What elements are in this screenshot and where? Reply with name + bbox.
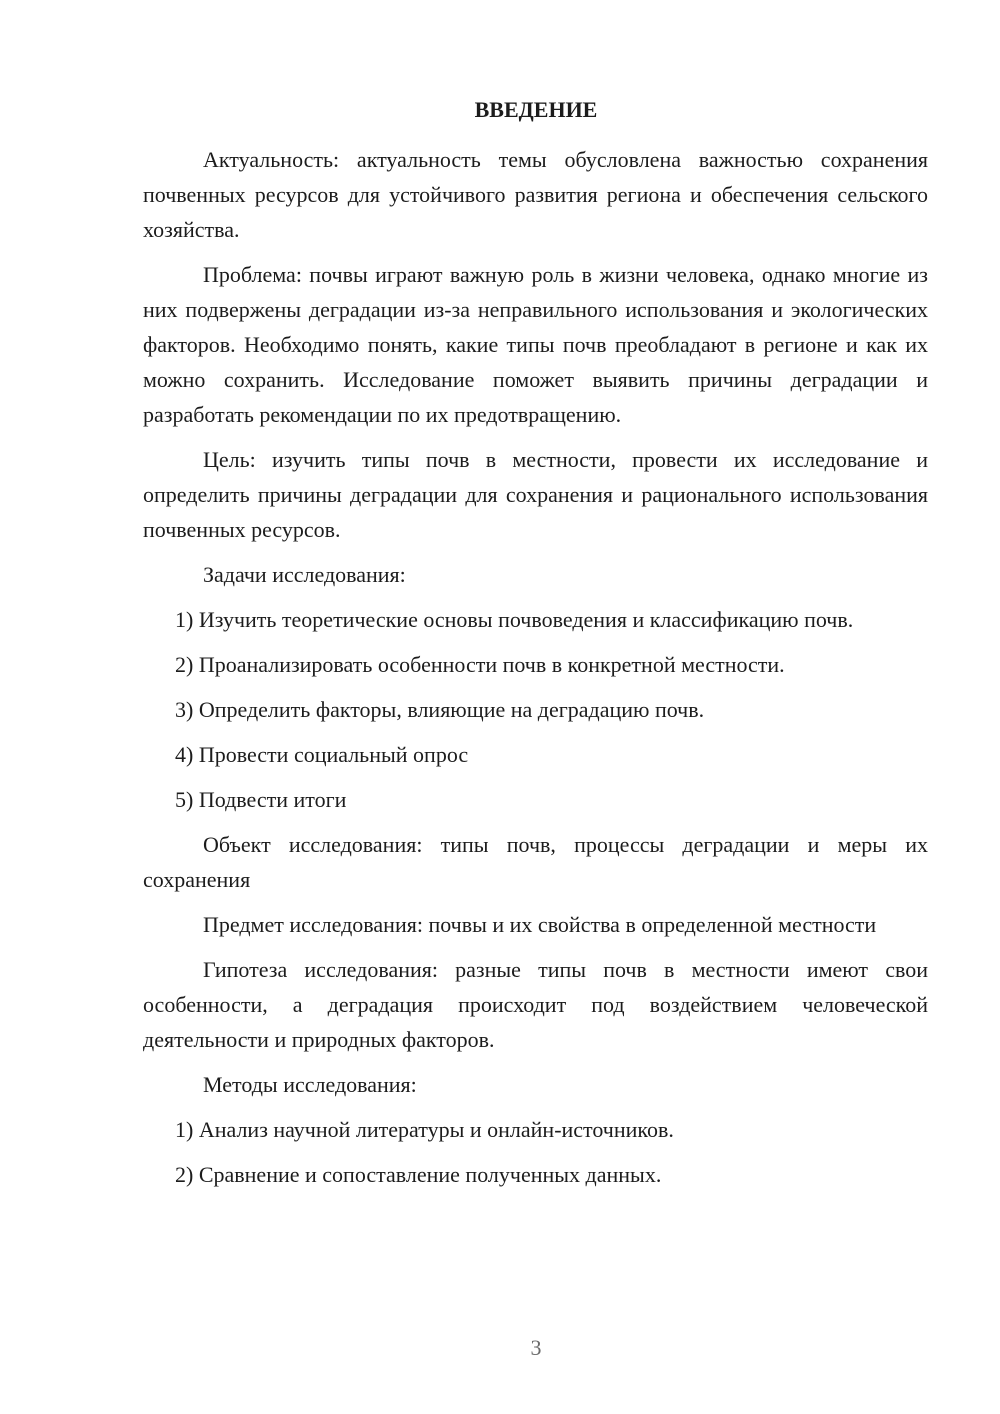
relevance-paragraph: Актуальность: актуальность темы обусловлена важностью сохранения почвенных ресурсов для устойчивого развития региона и обеспечения сельского хозяйства. bbox=[143, 147, 928, 242]
section-title: ВВЕДЕНИЕ bbox=[474, 97, 598, 122]
page-number: 3 bbox=[530, 1335, 542, 1360]
object-paragraph: Объект исследования: типы почв, процессы деградации и меры их сохранения bbox=[143, 832, 928, 892]
subject-paragraph: Предмет исследования: почвы и их свойства в определенной местности bbox=[203, 912, 877, 937]
method-item-1: 1) Анализ научной литературы и онлайн-источников. bbox=[175, 1117, 674, 1142]
problem-paragraph: Проблема: почвы играют важную роль в жизни человека, однако многие из них подвержены деградации из-за неправильного использования и экологических факторов. Необходимо понять, какие типы почв преобладают в регионе и как их можно сохранить. Исследование поможет выявить причины деградации и разработать рекомендации по их предотвращению. bbox=[143, 262, 928, 427]
task-item-2: 2) Проанализировать особенности почв в конкретной местности. bbox=[175, 652, 785, 677]
task-item-3: 3) Определить факторы, влияющие на деградацию почв. bbox=[175, 697, 705, 722]
task-item-1: 1) Изучить теоретические основы почвоведения и классификацию почв. bbox=[175, 607, 854, 632]
task-item-5: 5) Подвести итоги bbox=[175, 787, 347, 812]
task-item-4: 4) Провести социальный опрос bbox=[175, 742, 469, 767]
goal-paragraph: Цель: изучить типы почв в местности, провести их исследование и определить причины деградации для сохранения и рационального использования почвенных ресурсов. bbox=[143, 447, 928, 542]
tasks-heading: Задачи исследования: bbox=[203, 562, 406, 587]
hypothesis-paragraph: Гипотеза исследования: разные типы почв в местности имеют свои особенности, а деградация происходит под воздействием человеческой деятельности и природных факторов. bbox=[143, 957, 928, 1052]
method-item-2: 2) Сравнение и сопоставление полученных данных. bbox=[175, 1162, 662, 1187]
document-body bbox=[143, 142, 928, 1202]
methods-heading: Методы исследования: bbox=[203, 1072, 417, 1097]
